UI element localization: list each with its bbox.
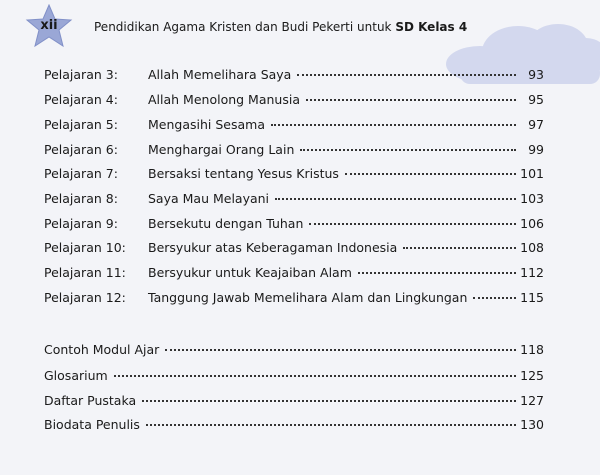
dot-leader: [403, 237, 516, 249]
toc-entry[interactable]: [44, 65, 544, 85]
lesson-number: Pelajaran 6:: [44, 142, 118, 157]
appendix-title: Daftar Pustaka: [44, 393, 137, 408]
page-number: 95: [528, 92, 544, 107]
lesson-number: Pelajaran 10:: [44, 240, 126, 255]
dot-leader: [306, 89, 516, 101]
page-number: 99: [528, 142, 544, 157]
lesson-title: Tanggung Jawab Memelihara Alam dan Lingkungan: [148, 290, 468, 305]
page-number: xii: [40, 18, 58, 33]
lesson-number: Pelajaran 11:: [44, 265, 126, 280]
page-number: 108: [520, 240, 544, 255]
page-number: 103: [520, 191, 544, 206]
toc-entry[interactable]: [44, 189, 544, 209]
page-number: 101: [520, 166, 544, 181]
page-number: 127: [520, 393, 544, 408]
lesson-title: Allah Menolong Manusia: [148, 92, 300, 107]
lesson-number: Pelajaran 7:: [44, 166, 118, 181]
lesson-title: Bersyukur atas Keberagaman Indonesia: [148, 240, 398, 255]
appendix-title: Contoh Modul Ajar: [44, 342, 160, 357]
lesson-title: Menghargai Orang Lain: [148, 142, 295, 157]
dot-leader: [297, 64, 516, 76]
page-number: 118: [520, 342, 544, 357]
dot-leader: [309, 213, 516, 225]
book-title-grade: SD Kelas 4: [395, 20, 468, 34]
lesson-title: Saya Mau Melayani: [148, 191, 270, 206]
toc-entry[interactable]: [44, 140, 544, 160]
lesson-title: Bersekutu dengan Tuhan: [148, 216, 304, 231]
dot-leader: [358, 262, 516, 274]
book-title-prefix: Pendidikan Agama Kristen dan Budi Pekerti untuk: [94, 20, 396, 34]
toc-entry[interactable]: [44, 263, 544, 283]
dot-leader: [275, 188, 516, 200]
toc-entry-appendix[interactable]: [44, 366, 544, 386]
dot-leader: [114, 365, 516, 377]
dot-leader: [271, 114, 516, 126]
lesson-number: Pelajaran 8:: [44, 191, 118, 206]
toc-entry[interactable]: [44, 214, 544, 234]
page-number: 93: [528, 67, 544, 82]
appendix-title: Biodata Penulis: [44, 417, 140, 432]
book-title: [94, 20, 467, 34]
toc-entry-appendix[interactable]: [44, 340, 544, 360]
lesson-title: Bersyukur untuk Keajaiban Alam: [148, 265, 352, 280]
lesson-number: Pelajaran 3:: [44, 67, 118, 82]
lesson-number: Pelajaran 4:: [44, 92, 118, 107]
lesson-number: Pelajaran 5:: [44, 117, 118, 132]
dot-leader: [473, 287, 516, 299]
page-number: 112: [520, 265, 544, 280]
page-number: 106: [520, 216, 544, 231]
lesson-number: Pelajaran 12:: [44, 290, 126, 305]
page-number: 130: [520, 417, 544, 432]
page-header: [24, 4, 467, 48]
lesson-title: Bersaksi tentang Yesus Kristus: [148, 166, 339, 181]
lesson-number: Pelajaran 9:: [44, 216, 118, 231]
toc-entry[interactable]: [44, 115, 544, 135]
toc-entry-appendix[interactable]: [44, 391, 544, 411]
page-number: 115: [520, 290, 544, 305]
page-number: 125: [520, 368, 544, 383]
appendix-title: Glosarium: [44, 368, 108, 383]
page-number: 97: [528, 117, 544, 132]
lesson-title: Allah Memelihara Saya: [148, 67, 292, 82]
page-number-badge: [24, 4, 74, 48]
toc-entry[interactable]: [44, 164, 544, 184]
dot-leader: [165, 339, 516, 351]
lesson-title: Mengasihi Sesama: [148, 117, 265, 132]
dot-leader: [142, 390, 516, 402]
toc-entry-appendix[interactable]: [44, 415, 544, 435]
dot-leader: [300, 139, 516, 151]
toc-entry[interactable]: [44, 288, 544, 308]
dot-leader: [345, 163, 516, 175]
dot-leader: [146, 414, 516, 426]
toc-entry[interactable]: [44, 238, 544, 258]
toc-entry[interactable]: [44, 90, 544, 110]
